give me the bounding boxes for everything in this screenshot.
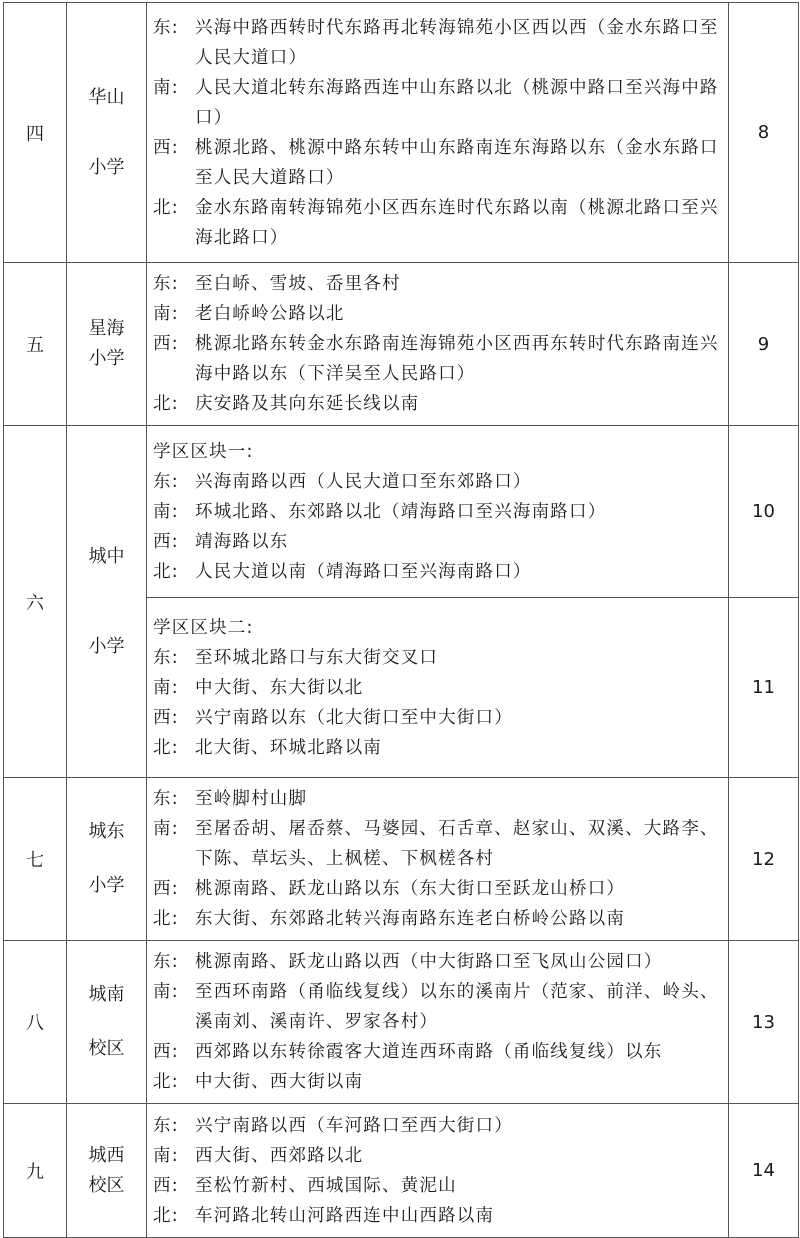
boundary-east: 东: 桃源南路、跃龙山路以西（中大街路口至飞凤山公园口） — [153, 952, 663, 972]
boundary-north: 北: 人民大道以南（靖海路口至兴海南路口） — [153, 561, 532, 582]
district-block-one — [147, 426, 729, 598]
boundary-south: 南: 西大街、西郊路以北 — [153, 1145, 364, 1166]
boundary-west: 西: 西郊路以东转徐霞客大道连西环南路（甬临线复线）以东 — [153, 1042, 663, 1062]
school-name: 城南 校区 — [67, 941, 147, 1104]
district-boundaries — [147, 1104, 729, 1238]
boundary-west: 西: 至松竹新村、西城国际、黄泥山 — [153, 1175, 457, 1196]
district-boundaries — [147, 3, 729, 263]
boundary-north: 北: 金水东路南转海锦苑小区西东连时代东路以南（桃源北路口至兴海北路口） — [153, 197, 719, 248]
district-boundaries — [147, 778, 729, 941]
boundary-east: 东: 至白峤、雪坡、岙里各村 — [153, 274, 401, 294]
boundary-north: 北: 北大街、环城北路以南 — [153, 737, 382, 758]
boundary-west: 西: 桃源南路、跃龙山路以东（东大街口至跃龙山桥口） — [153, 879, 626, 899]
district-block-two — [147, 598, 729, 778]
row-number: 八 — [4, 941, 67, 1104]
boundary-north: 北: 车河路北转山河路西连中山西路以南 — [153, 1205, 495, 1226]
boundary-south: 南: 环城北路、东郊路以北（靖海路口至兴海南路口） — [153, 501, 607, 522]
row-count: 14 — [729, 1104, 799, 1238]
block-title: 学区区块二: — [153, 617, 254, 638]
table-row — [4, 1104, 799, 1238]
boundary-south: 南: 中大街、东大街以北 — [153, 677, 364, 698]
school-district-table — [3, 2, 799, 1238]
boundary-east: 东: 兴海中路西转时代东路再北转海锦苑小区西以西（金水东路口至人民大道口） — [153, 17, 719, 68]
boundary-south: 南: 至屠岙胡、屠岙蔡、马婆园、石舌章、赵家山、双溪、大路李、下陈、草坛头、上枫槎、下枫槎各村 — [153, 819, 719, 869]
row-number: 五 — [4, 263, 67, 426]
school-name: 城西 校区 — [67, 1104, 147, 1238]
row-count: 11 — [729, 598, 799, 778]
row-count: 12 — [729, 778, 799, 941]
table-row — [4, 263, 799, 426]
boundary-west: 西: 靖海路以东 — [153, 531, 289, 552]
table-row — [4, 941, 799, 1104]
boundary-west: 西: 桃源北路东转金水东路南连海锦苑小区西再东转时代东路南连兴海中路以东（下洋吴至人民路口） — [153, 334, 719, 384]
boundary-east: 东: 兴海南路以西（人民大道口至东郊路口） — [153, 471, 532, 492]
district-boundaries — [147, 941, 729, 1104]
boundary-south: 南: 人民大道北转东海路西连中山东路以北（桃源中路口至兴海中路口） — [153, 77, 719, 128]
boundary-east: 东: 兴宁南路以西（车河路口至西大街口） — [153, 1115, 513, 1136]
boundary-north: 北: 中大街、西大街以南 — [153, 1072, 364, 1092]
row-count: 8 — [729, 3, 799, 263]
boundary-south: 南: 老白峤岭公路以北 — [153, 304, 345, 324]
block-title: 学区区块一: — [153, 441, 254, 462]
school-name: 星海 小学 — [67, 263, 147, 426]
boundary-south: 南: 至西环南路（甬临线复线）以东的溪南片（范家、前洋、岭头、溪南刘、溪南许、罗家各村） — [153, 982, 719, 1032]
boundary-north: 北: 庆安路及其向东延长线以南 — [153, 394, 420, 414]
district-boundaries — [147, 263, 729, 426]
row-count: 10 — [729, 426, 799, 598]
school-name: 城东 小学 — [67, 778, 147, 941]
row-count: 9 — [729, 263, 799, 426]
row-number: 六 — [4, 426, 67, 778]
boundary-east: 东: 至环城北路口与东大街交叉口 — [153, 647, 439, 668]
boundary-west: 西: 兴宁南路以东（北大街口至中大街口） — [153, 707, 513, 728]
table-row — [4, 778, 799, 941]
table-row — [4, 426, 799, 598]
row-number: 七 — [4, 778, 67, 941]
table-row — [4, 3, 799, 263]
boundary-west: 西: 桃源北路、桃源中路东转中山东路南连东海路以东（金水东路口至人民大道路口） — [153, 137, 719, 188]
row-number: 九 — [4, 1104, 67, 1238]
row-number: 四 — [4, 3, 67, 263]
row-count: 13 — [729, 941, 799, 1104]
boundary-east: 东: 至岭脚村山脚 — [153, 789, 308, 809]
school-name: 华山 小学 — [67, 3, 147, 263]
school-name: 城中 小学 — [67, 426, 147, 778]
boundary-north: 北: 东大街、东郊路北转兴海南路东连老白桥岭公路以南 — [153, 909, 626, 929]
